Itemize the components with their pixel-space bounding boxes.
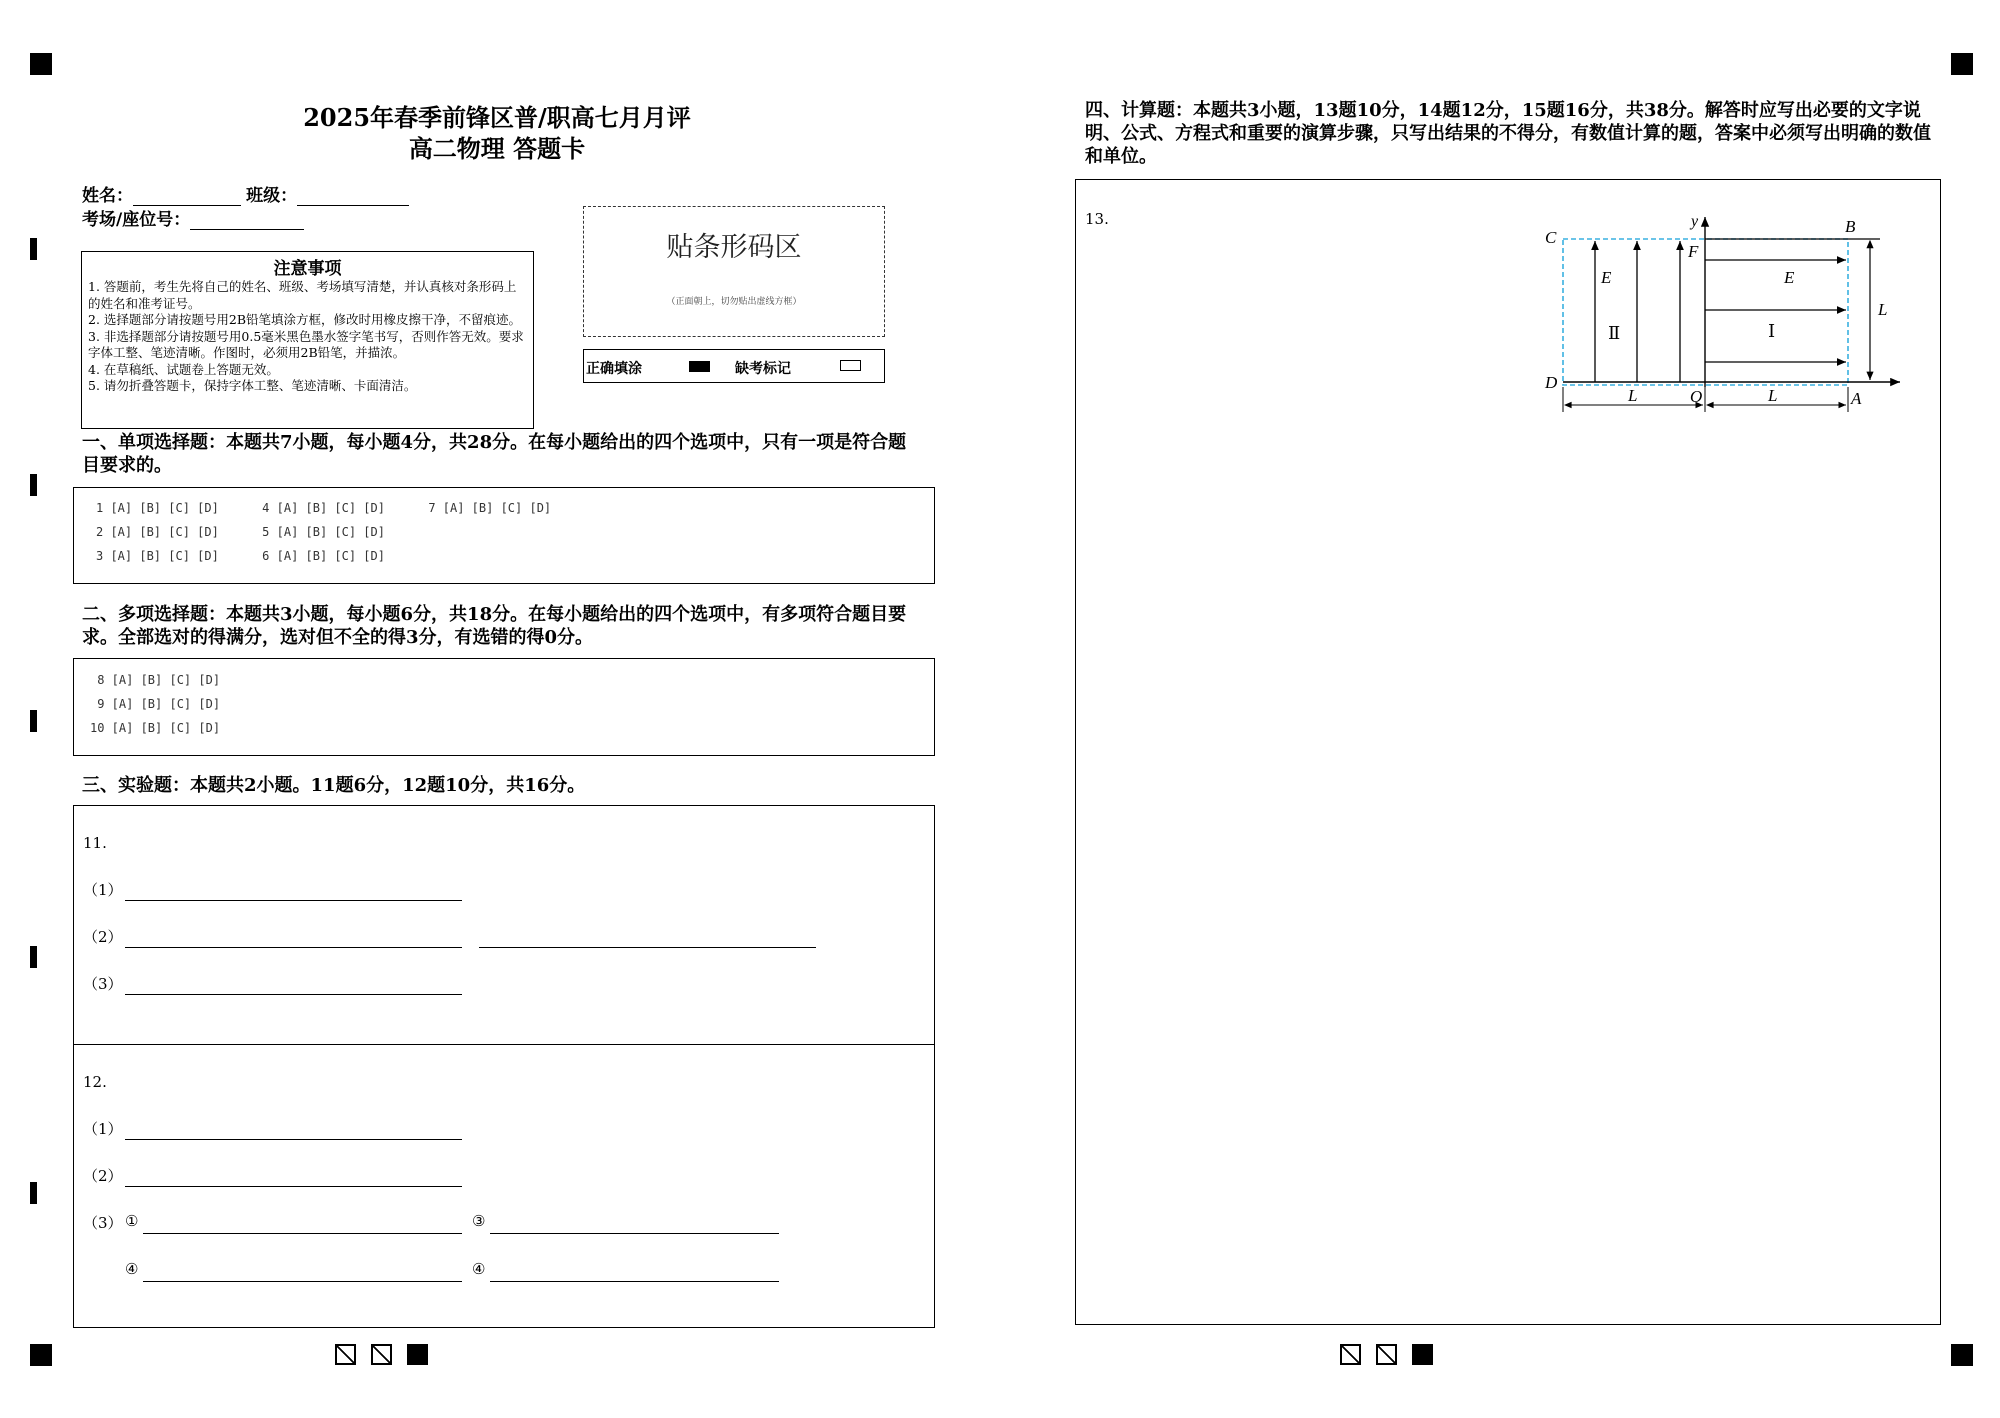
q12-answer-box [73, 1044, 935, 1328]
footer-mark [335, 1344, 356, 1365]
side-mark-1 [30, 238, 37, 260]
q12-sub1-answer-line[interactable] [125, 1139, 462, 1140]
q12-blank4-label: ④ [472, 1260, 486, 1278]
length-L-right-label: L [1768, 386, 1778, 405]
notice-item: 5. 请勿折叠答题卡，保持字体工整、笔迹清晰、卡面清洁。 [88, 378, 417, 393]
student-info [82, 181, 409, 229]
notice-item: 2. 选择题部分请按题号用2B铅笔填涂方框，修改时用橡皮擦干净，不留痕迹。 [88, 312, 522, 327]
side-mark-5 [30, 1182, 37, 1204]
corner-mark-top-right [1951, 53, 1973, 75]
side-mark-3 [30, 710, 37, 732]
q12-sub2-answer-line[interactable] [125, 1186, 462, 1187]
q11-answer-box [73, 805, 935, 1045]
side-mark-2 [30, 474, 37, 496]
length-L-left-label: L [1628, 386, 1638, 405]
q12-blank3-label: ③ [472, 1212, 486, 1230]
choice-row[interactable]: 3 [A] [B] [C] [D] 6 [A] [B] [C] [D] [96, 549, 385, 563]
y-axis-label: y [1691, 213, 1699, 230]
q11-sub2-answer-line-b[interactable] [479, 947, 816, 948]
q12-blank4-line[interactable] [490, 1281, 779, 1282]
field-diagram [1535, 205, 1910, 420]
class-label: 班级： [246, 186, 298, 206]
absent-mark-box[interactable] [840, 360, 861, 371]
section3-title: 三、实验题：本题共2小题。11题6分，12题10分，共16分。 [82, 775, 586, 796]
section2-answer-box [73, 658, 935, 756]
room-seat-field[interactable] [190, 211, 304, 230]
corner-mark-bottom-left [30, 1344, 52, 1366]
q11-label: 11. [83, 834, 107, 852]
q12-sub1-label: （1） [83, 1120, 123, 1138]
region-I-label: Ⅰ [1768, 321, 1776, 342]
footer-mark [1340, 1344, 1361, 1365]
q11-sub3-answer-line[interactable] [125, 994, 462, 995]
choice-row[interactable]: 9 [A] [B] [C] [D] [90, 697, 221, 711]
notice-box [81, 251, 534, 429]
point-C-label: C [1545, 228, 1557, 247]
name-label: 姓名： [82, 186, 133, 206]
q12-blank2-line[interactable] [143, 1281, 462, 1282]
choice-row[interactable]: 10 [A] [B] [C] [D] [90, 721, 221, 735]
barcode-area [583, 206, 885, 337]
section4-title: 四、计算题：本题共3小题，13题10分，14题12分，15题16分，共38分。解答时应写出必要的文字说明、公式、方程式和重要的演算步骤，只写出结果的不得分，有数值计算的题，答案中必须写出明确的数值和单位。 [1085, 100, 1931, 167]
corner-mark-top-left [30, 53, 52, 75]
q11-sub2-answer-line-a[interactable] [125, 947, 462, 948]
correct-fill-sample [689, 361, 710, 372]
point-B-label: B [1845, 217, 1856, 236]
choice-row[interactable]: 2 [A] [B] [C] [D] 5 [A] [B] [C] [D] [96, 525, 385, 539]
q11-sub1-label: （1） [83, 881, 123, 899]
exam-title: 2025年春季前锋区普/职高七月月评 [303, 103, 691, 132]
q12-sub3-label: （3） [83, 1214, 123, 1232]
class-field[interactable] [297, 187, 409, 206]
name-field[interactable] [133, 187, 241, 206]
point-F-label: F [1688, 242, 1699, 261]
choice-row[interactable]: 8 [A] [B] [C] [D] [90, 673, 221, 687]
room-seat-label: 考场/座位号： [82, 210, 191, 230]
section1-answer-box [73, 487, 935, 584]
notice-item: 3. 非选择题部分请按题号用0.5毫米黑色墨水签字笔书写，否则作答无效。要求字体工整、笔迹清晰。作图时，必须用2B铅笔，并描浓。 [88, 328, 524, 360]
section1-title: 一、单项选择题：本题共7小题，每小题4分，共28分。在每小题给出的四个选项中，只有一项是符合题目要求的。 [82, 432, 907, 476]
region-II-label: Ⅱ [1608, 323, 1621, 344]
choice-row[interactable]: 1 [A] [B] [C] [D] 4 [A] [B] [C] [D] 7 [A] [B] [C] [D] [96, 501, 552, 515]
length-L-vertical-label: L [1878, 300, 1888, 319]
q12-label: 12. [83, 1073, 107, 1091]
field-E-right-label: E [1784, 268, 1795, 287]
q12-blank1-label: ① [125, 1212, 139, 1230]
barcode-label: 贴条形码区 [666, 232, 802, 263]
q12-blank1-line[interactable] [143, 1233, 462, 1234]
q13-label: 13. [1085, 210, 1109, 228]
q11-sub3-label: （3） [83, 975, 123, 993]
section2-title: 二、多项选择题：本题共3小题，每小题6分，共18分。在每小题给出的四个选项中，有多项符合题目要求。全部选对的得满分，选对但不全的得3分，有选错的得0分。 [82, 604, 907, 648]
point-A-label: A [1851, 389, 1862, 408]
fill-legend [583, 349, 885, 383]
q12-blank2-label: ④ [125, 1260, 139, 1278]
absent-mark-label: 缺考标记 [735, 361, 791, 377]
footer-mark [371, 1344, 392, 1365]
q11-sub1-answer-line[interactable] [125, 900, 462, 901]
corner-mark-bottom-right [1951, 1344, 1973, 1366]
footer-mark [1376, 1344, 1397, 1365]
q12-blank3-line[interactable] [490, 1233, 779, 1234]
barcode-note: （正面朝上，切勿贴出虚线方框） [666, 297, 802, 307]
card-title: 高二物理 答题卡 [408, 134, 586, 163]
notice-title: 注意事项 [273, 259, 342, 279]
side-mark-4 [30, 946, 37, 968]
field-E-left-label: E [1601, 268, 1612, 287]
q12-sub2-label: （2） [83, 1167, 123, 1185]
correct-fill-label: 正确填涂 [586, 361, 642, 377]
q11-sub2-label: （2） [83, 928, 123, 946]
footer-mark [1412, 1344, 1433, 1365]
footer-mark [407, 1344, 428, 1365]
notice-item: 1. 答题前，考生先将自己的姓名、班级、考场填写清楚，并认真核对条形码上的姓名和准考证号。 [88, 279, 517, 311]
point-D-label: D [1545, 373, 1558, 392]
point-O-label: O [1690, 387, 1703, 406]
notice-item: 4. 在草稿纸、试题卷上答题无效。 [88, 361, 279, 377]
